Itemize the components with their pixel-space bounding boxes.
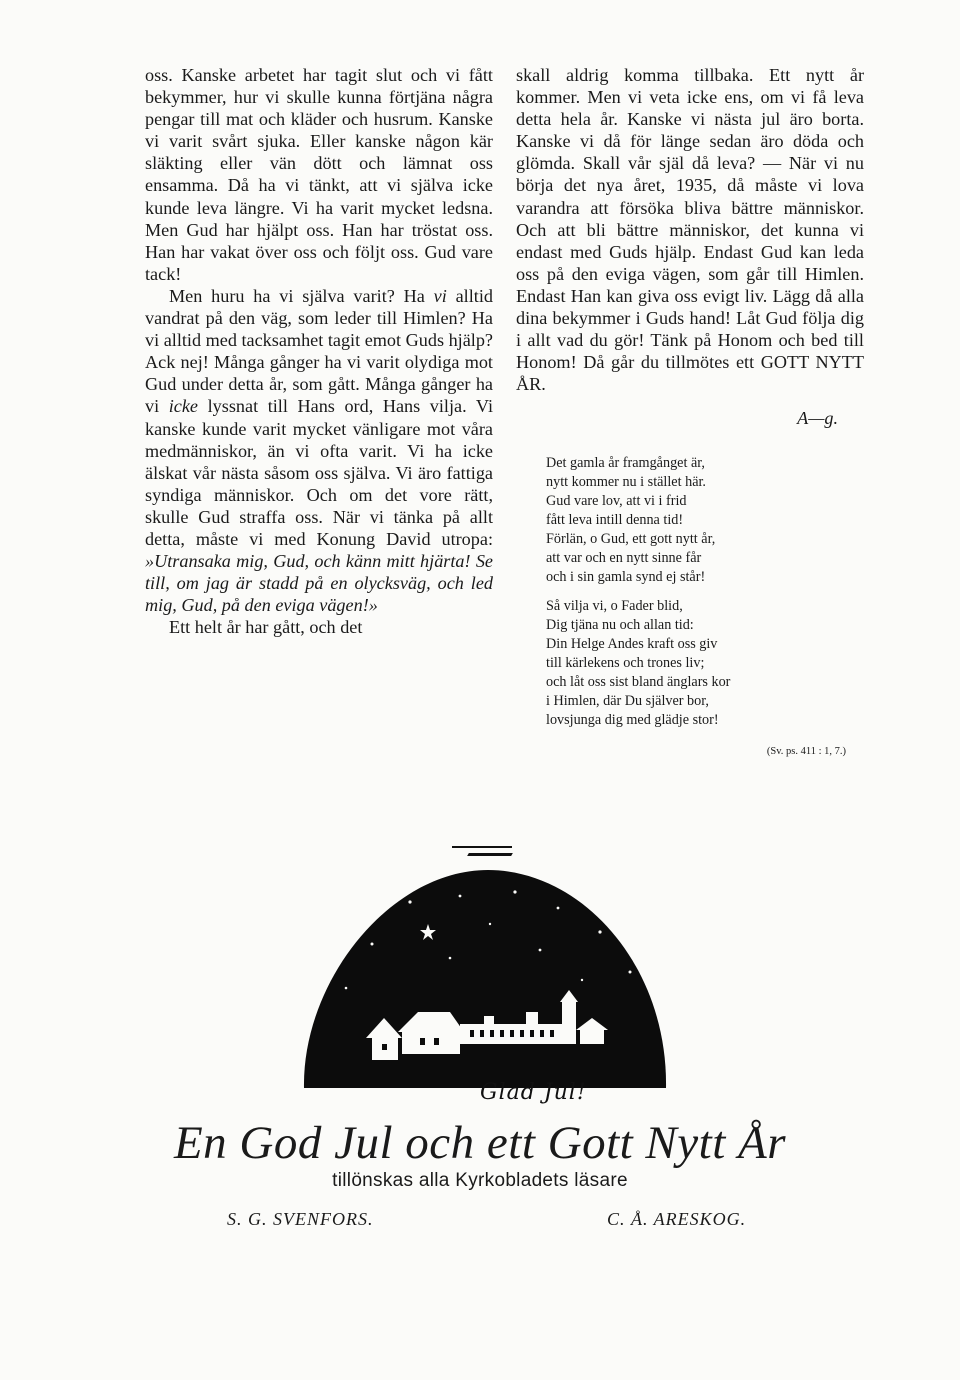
hymn-stanza [546,597,846,730]
article-paragraph: skall aldrig komma tillbaka. Ett nytt år kommer. Men vi veta icke ens, om vi få leva detta hela år. Kanske vi nästa jul äro borta. Kanske vi då för länge sedan äro döda och glömda. Skall vår själ då leva? — När vi nu börja det nya året, 1935, då måste vi lova varandra att försöka bliva bättre människor. Och att bli bättre människor, det kunna vi endast med Guds hjälp. Endast Gud kan leda oss på den eviga vägen, som går till Himlen. Endast Han kan giva oss evigt liv. Lägg då alla dina bekymmer i Guds hand! Låt Gud följa dig i allt vad du gör! Tänk på Honom och bed till Honom! Då går du tillmötes ett GOTT NYTT ÅR. [516,65,864,395]
article-text: Men huru ha vi själva varit? Ha [169,285,434,306]
article-paragraph: Ett helt år har gått, och det [169,617,363,638]
psalm-quote: »Utransaka mig, Gud, och känn mitt hjärta! Se till, om jag är stadd på en olycksväg, och led mig, Gud, på den eviga vägen!» [145,551,493,616]
emphasis-text: vi [433,285,447,306]
article-left-column [145,64,493,638]
hymn-line: till kärlekens och trones liv; [546,654,705,671]
emphasis-text: icke [168,396,199,417]
divider-rule [452,846,512,848]
hymn-line: lovsjunga dig med glädje stor! [546,711,719,728]
hymn-line: att var och en nytt sinne får [546,549,702,566]
hymn-line: och låt oss sist bland änglars kor [546,673,731,690]
article-paragraph: oss. Kanske arbetet har tagit slut och vi fått bekymmer, hur vi skulle kunna förtjäna några pengar till mat och kläder och husrum. Kanske vi varit svårt sjuka. Eller kanske någon kär släkting eller vän dött och lämnat oss ensamma. Då ha vi tänkt, att vi själva icke kunde leva längre. Vi ha varit mycket ledsna. Men Gud har hjälpt oss. Han har tröstat oss. Han har vakat över oss och följt oss. Gud vare tack! [145,65,493,284]
author-signature: A—g. [797,408,838,429]
article-right-column [516,64,864,761]
hymn-line: Dig tjäna nu och allan tid: [546,616,694,633]
greeting-subline: tillönskas alla Kyrkobladets läsare [332,1170,628,1191]
divider-rule [467,853,513,856]
hymn-line: fått leva intill denna tid! [546,511,684,528]
greeting-headline: En God Jul och ett Gott Nytt År [173,1117,787,1169]
hymn-verses [546,454,846,761]
article-text: alltid vandrat på den väg, som leder till Himlen? Ha vi alltid med tacksamhet tagit emot Guds hjälp? Ack nej! Många gånger ha vi varit olydiga mot Gud under detta år, som gått. Många gånger ha vi [145,285,494,417]
night-sky [304,870,666,1088]
hymn-line: Din Helge Andes kraft oss giv [546,635,718,652]
article-text: lyssnat till Hans ord, Hans vilja. Vi kanske kunde varit mycket vänligare mot våra medmänniskor, än vi ofta varit. Vi ha icke älskat vår nästa såsom oss själva. Vi äro fattiga syndiga människor. Och om det vore rätt, skulle Gud straffa oss. När vi tänka på allt detta, måste vi med Konung David utropa: [145,396,493,549]
hymn-line: Så vilja vi, o Fader blid, [546,597,683,614]
hymn-line: Gud vare lov, att vi i frid [546,492,687,509]
hymn-stanza [546,454,846,587]
glad-jul-script: Glad Jul! [480,1080,587,1105]
signatory-right: C. Å. ARESKOG. [607,1209,747,1229]
night-town-illustration [300,862,670,1092]
hymn-line: nytt kommer nu i stället här. [546,473,706,490]
article-paragraph [145,285,493,616]
hymn-reference: (Sv. ps. 411 : 1, 7.) [766,745,846,757]
hymn-line: Det gamla år framgånget är, [546,454,705,471]
hymn-line: i Himlen, där Du själver bor, [546,692,709,709]
hymn-line: Förlän, o Gud, ett gott nytt år, [546,530,716,547]
signatory-left: S. G. SVENFORS. [227,1209,374,1229]
hymn-line: och i sin gamla synd ej står! [546,568,706,585]
